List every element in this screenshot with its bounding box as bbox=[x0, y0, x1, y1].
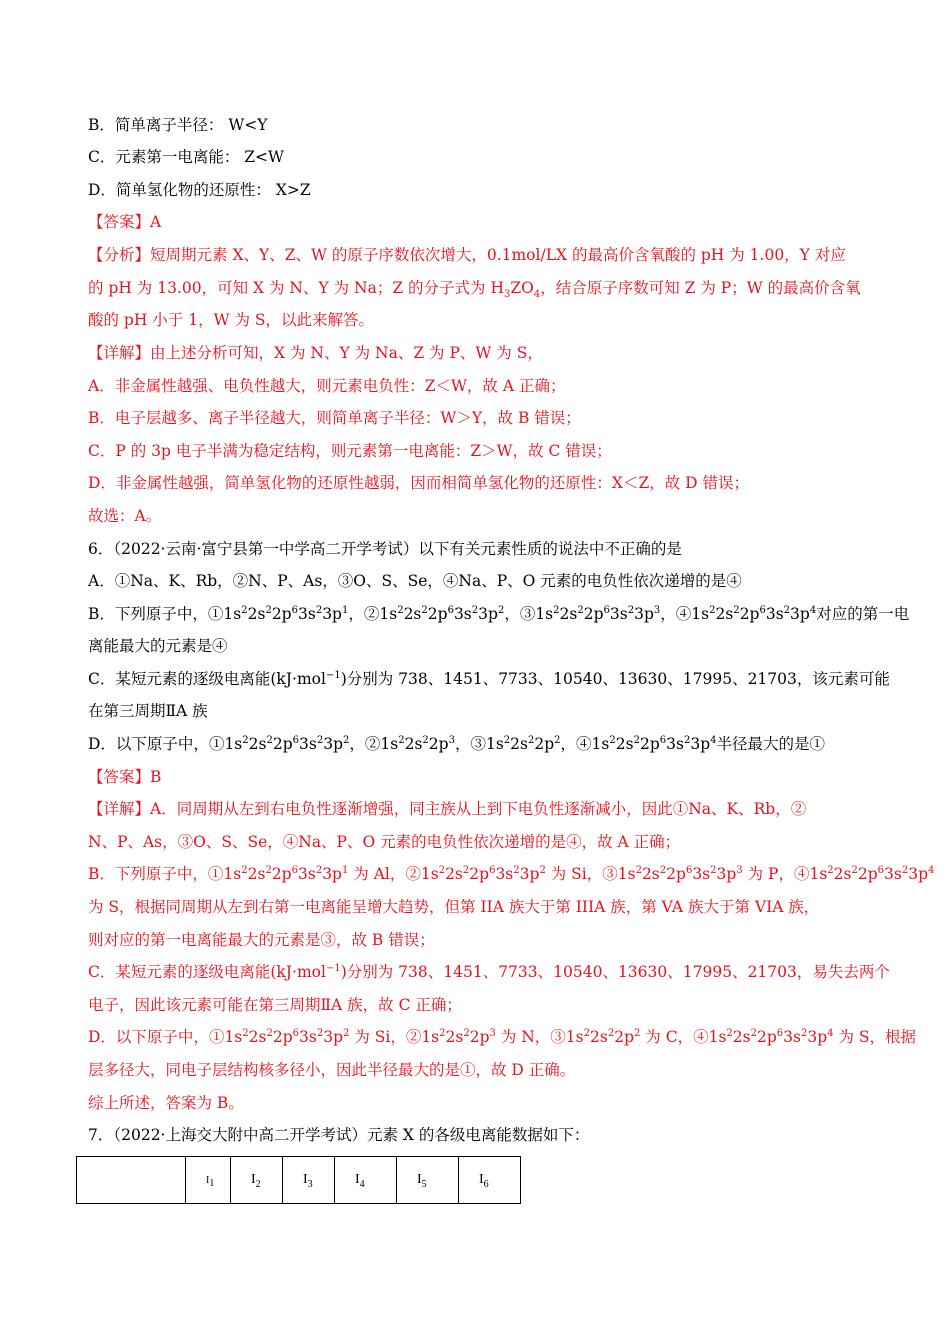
q6-option-c-line1: C．某短元素的逐级电离能(kJ·mol$^{-1}$)分别为 738、1451、7733、10540、13630、17995、21703，该元素可能 bbox=[88, 669, 890, 688]
q6-detail-b-line3: 则对应的第一电离能最大的元素是③，故 B 错误； bbox=[88, 931, 435, 949]
table-cell bbox=[77, 1157, 186, 1204]
table-cell-i4: $I_4$ bbox=[335, 1157, 397, 1204]
q6-option-a: A．①Na、K、Rb，②N、P、As，③O、S、Se，④Na、P、O 元素的电负性依次递增的是④ bbox=[88, 572, 742, 590]
q7-stem: 7．（2022·上海交大附中高二开学考试）元素 X 的各级电离能数据如下： bbox=[88, 1126, 590, 1144]
q5-analysis-line3: 酸的 pH 小于 1，W 为 S，以此来解答。 bbox=[88, 311, 374, 329]
table-cell-i2: $I_2$ bbox=[231, 1157, 283, 1204]
q6-detail-a-line1: 【详解】A．同周期从左到右电负性逐渐增强，同主族从上到下电负性逐渐减小，因此①Na、K、Rb，② bbox=[88, 800, 807, 818]
q6-stem: 6．（2022·云南·富宁县第一中学高二开学考试）以下有关元素性质的说法中不正确的是 bbox=[88, 540, 682, 558]
q6-detail-c-line2: 电子，因此该元素可能在第三周期ⅡA 族，故 C 正确； bbox=[88, 996, 462, 1014]
q5-option-b: B．简单离子半径： W<Y bbox=[88, 116, 268, 134]
table-row bbox=[77, 1157, 521, 1204]
q5-option-d: D．简单氢化物的还原性： X>Z bbox=[88, 181, 311, 199]
q5-analysis-line1: 【分析】短周期元素 X、Y、Z、W 的原子序数依次增大，0.1mol/LX 的最高价含氧酸的 pH 为 1.00，Y 对应 bbox=[88, 246, 846, 264]
table-cell-i5: $I_5$ bbox=[397, 1157, 459, 1204]
table-cell-i3: $I_3$ bbox=[283, 1157, 335, 1204]
q6-answer: 【答案】B bbox=[88, 768, 162, 786]
q6-summary: 综上所述，答案为 B。 bbox=[88, 1094, 244, 1112]
q6-option-c-line2: 在第三周期ⅡA 族 bbox=[88, 702, 208, 720]
q6-detail-d-line1: D．以下原子中，$①1s^22s^22p^63s^23p^2$ 为 Si，$②1s^22s^22p^3$ 为 N，$③1s^22s^22p^2$ 为 C，$④1s^22s^22p^63s^23p^4$ 为 S，根据 bbox=[88, 1027, 917, 1046]
q6-option-b-line2: 离能最大的元素是④ bbox=[88, 637, 228, 655]
q6-option-b-line1: B．下列原子中，$①1s^22s^22p^63s^23p^1$，$②1s^22s^22p^63s^23p^2$，$③1s^22s^22p^63s^23p^3$，$④1s^22s^22p^63s^23p^4$对应的第一电 bbox=[88, 604, 910, 623]
q5-answer: 【答案】A bbox=[88, 213, 162, 231]
table-cell-i1: $I_1$ bbox=[186, 1157, 231, 1204]
q6-option-d: D．以下原子中，$①1s^22s^22p^63s^23p^2$，$②1s^22s^22p^3$，$③1s^22s^22p^2$，$④1s^22s^22p^63s^23p^4$半径最大的是① bbox=[88, 734, 826, 753]
q6-detail-c-line1: C．某短元素的逐级电离能(kJ·mol$^{-1}$)分别为 738、1451、7733、10540、13630、17995、21703，易失去两个 bbox=[88, 962, 890, 981]
q6-detail-b-line1: B．下列原子中，$①1s^22s^22p^63s^23p^1$ 为 Al，$②1s^22s^22p^63s^23p^2$ 为 Si，$③1s^22s^22p^63s^23p^3$ 为 P，$④1s^22s^22p^63s^23p^4$ bbox=[88, 864, 935, 883]
q5-option-c: C．元素第一电离能： Z<W bbox=[88, 148, 284, 166]
q5-detail-a: A．非金属性越强、电负性越大，则元素电负性：Z＜W，故 A 正确； bbox=[88, 377, 566, 395]
q5-detail-b: B．电子层越多、离子半径越大，则简单离子半径：W＞Y，故 B 错误； bbox=[88, 409, 581, 427]
q6-detail-a-line2: N、P、As，③O、S、Se，④Na、P、O 元素的电负性依次递增的是④，故 A 正确； bbox=[88, 833, 681, 851]
q5-detail-intro: 【详解】由上述分析可知，X 为 N、Y 为 Na、Z 为 P、W 为 S， bbox=[88, 344, 543, 362]
q5-conclusion: 故选：A。 bbox=[88, 507, 162, 525]
ionization-energy-table bbox=[76, 1156, 521, 1204]
q5-analysis-line2: 的 pH 为 13.00，可知 X 为 N、Y 为 Na；Z 的分子式为 $H_3ZO_4$，结合原子序数可知 Z 为 P；W 的最高价含氧 bbox=[88, 279, 861, 301]
q6-detail-b-line2: 为 S，根据同周期从左到右第一电离能呈增大趋势，但第 IIA 族大于第 IIIA 族，第 VA 族大于第 VIA 族， bbox=[88, 898, 820, 916]
table-cell-i6: $I_6$ bbox=[459, 1157, 521, 1204]
q5-detail-c: C．P 的 3p 电子半满为稳定结构，则元素第一电离能：Z＞W，故 C 错误； bbox=[88, 442, 612, 460]
q6-detail-d-line2: 层多径大，同电子层结构核多径小，因此半径最大的是①，故 D 正确。 bbox=[88, 1061, 576, 1079]
q5-detail-d: D．非金属性越强，简单氢化物的还原性越弱，因而相简单氢化物的还原性：X＜Z，故 D 错误； bbox=[88, 474, 750, 492]
